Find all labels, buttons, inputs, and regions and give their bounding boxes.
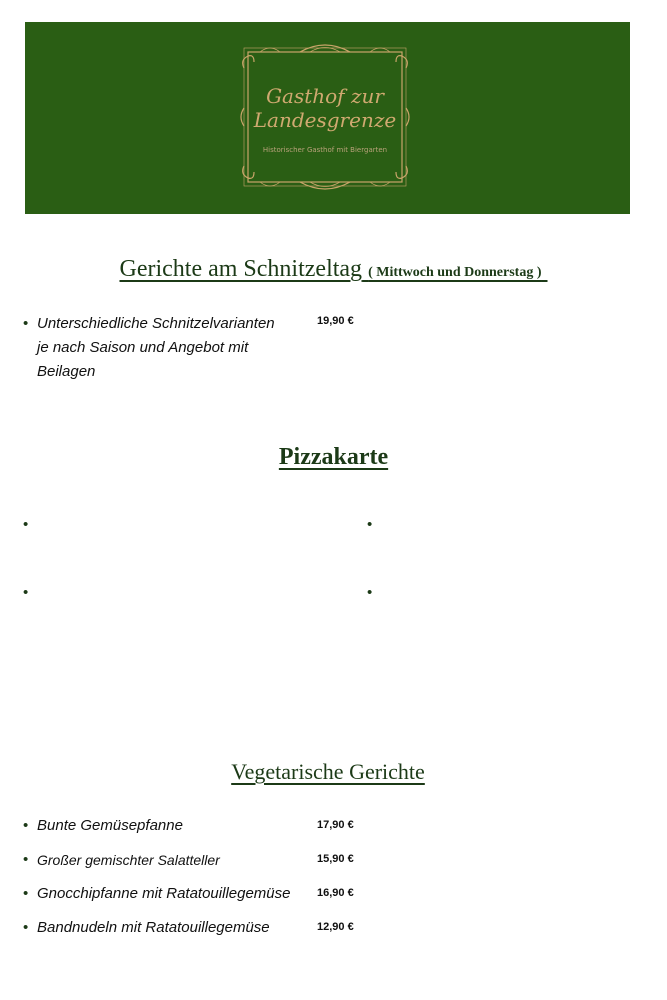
list-item-vegetarian <box>23 916 353 940</box>
bullet-icon: • <box>23 851 29 868</box>
logo-line-2: Landesgrenze <box>253 108 397 132</box>
item-price: 15,90 € <box>317 853 354 865</box>
item-name: Gnocchipfanne mit Ratatouillegemüse <box>37 885 291 902</box>
logo-wordmark <box>240 84 410 132</box>
list-item-vegetarian <box>23 814 353 838</box>
logo-line-1: Gasthof zur <box>266 84 384 108</box>
item-name-line-3: Beilagen <box>37 363 96 380</box>
vegetarian-title: Vegetarische Gerichte <box>231 759 425 784</box>
pizza-title: Pizzakarte <box>278 444 389 470</box>
bullet-icon: • <box>367 516 373 533</box>
bullet-icon: • <box>23 817 29 834</box>
item-price: 12,90 € <box>317 921 354 933</box>
item-name-line-1: Unterschiedliche Schnitzelvarianten <box>37 315 275 332</box>
schnitzel-subtitle: ( Mittwoch und Donnerstag ) <box>368 265 542 280</box>
section-title-vegetarian <box>0 759 667 785</box>
bullet-icon: • <box>23 885 29 902</box>
item-price: 17,90 € <box>317 819 354 831</box>
item-name: Bandnudeln mit Ratatouillegemüse <box>37 919 270 936</box>
item-price: 16,90 € <box>317 887 354 899</box>
list-item-vegetarian <box>23 882 353 906</box>
item-name: Bunte Gemüsepfanne <box>37 817 183 834</box>
list-item-vegetarian <box>23 848 353 872</box>
bullet-icon: • <box>23 315 29 332</box>
bullet-icon: • <box>367 584 373 601</box>
item-name-line-2: je nach Saison und Angebot mit <box>37 339 249 356</box>
logo-tagline: Historischer Gasthof mit Biergarten <box>262 146 388 154</box>
bullet-icon: • <box>23 919 29 936</box>
item-price: 19,90 € <box>317 315 354 327</box>
section-title-pizza <box>0 444 667 471</box>
bullet-icon: • <box>23 584 29 601</box>
section-title-schnitzel <box>0 256 667 283</box>
bullet-icon: • <box>23 516 29 533</box>
list-item-schnitzel <box>23 312 353 384</box>
item-name: Großer gemischter Salatteller <box>37 852 220 868</box>
schnitzel-title: Gerichte am Schnitzeltag <box>119 256 363 282</box>
